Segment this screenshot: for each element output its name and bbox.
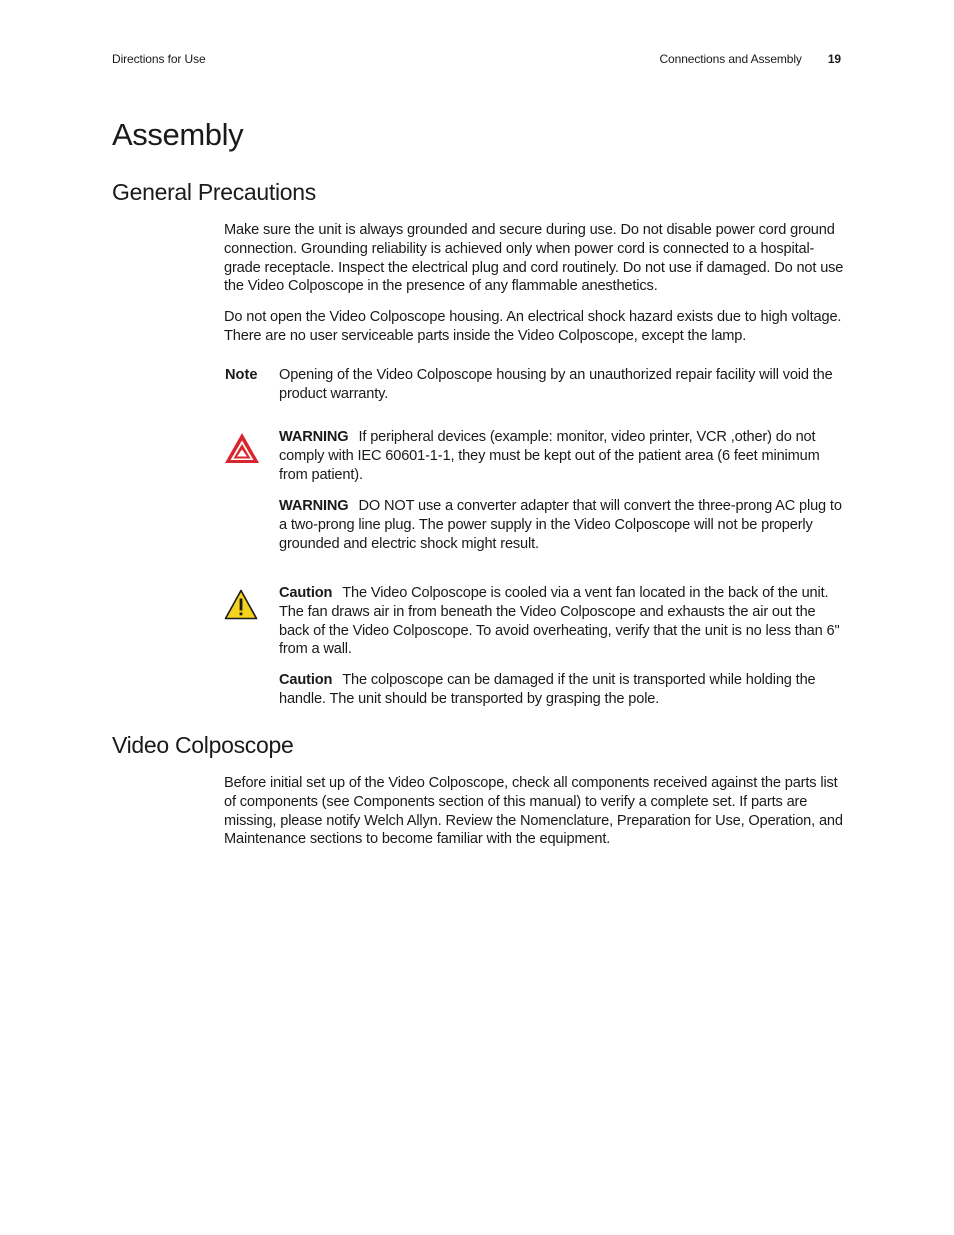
precautions-paragraph-1: Make sure the unit is always grounded and secure during use. Do not disable power cord ground connection. Grounding reliability is achieved only when power cord is connected to a hospital-grade receptacle. Inspect the electrical plug and cord routinely. Do not use if damaged. Do not use the Video Colposcope in the presence of any flammable anesthetics. (224, 222, 844, 295)
caution-label: Caution (279, 585, 333, 601)
warning-block-2 (279, 497, 845, 553)
warning-label: WARNING (279, 429, 349, 445)
caution-text: The colposcope can be damaged if the unit is transported while holding the handle. The unit should be transported by grasping the pole. (279, 672, 816, 707)
section-heading-video-colposcope: Video Colposcope (112, 732, 294, 758)
page-number: 19 (827, 52, 841, 66)
video-colposcope-paragraph: Before initial set up of the Video Colposcope, check all components received against the parts list of components (see Components section of this manual) to verify a complete set. If parts are missing, please notify Welch Allyn. Review the Nomenclature, Preparation for Use, Operation, and Maintenance sections to become familiar with the equipment. (224, 775, 843, 848)
warning-text: If peripheral devices (example: monitor, video printer, VCR ,other) do not comply with IEC 60601-1-1, they must be kept out of the patient area (6 feet minimum from patient). (279, 429, 820, 483)
caution-label: Caution (279, 672, 333, 688)
section-heading-general-precautions: General Precautions (112, 179, 316, 205)
electrical-hazard-warning-icon (224, 432, 260, 464)
page-title: Assembly (112, 117, 244, 152)
caution-text: The Video Colposcope is cooled via a vent fan located in the back of the unit. The fan draws air in from beneath the Video Colposcope and exhausts the air out the back of the Video Colposcope. To avoid overheating, verify that the unit is no less than 6" from a wall. (279, 585, 840, 658)
caution-block-1 (279, 584, 845, 659)
running-header-right (659, 52, 841, 66)
warning-text: DO NOT use a converter adapter that will convert the three-prong AC plug to a two-prong line plug. The power supply in the Video Colposcope will not be properly grounded and electric shock might result. (279, 498, 842, 552)
warning-label: WARNING (279, 498, 349, 514)
caution-block-2 (279, 671, 845, 709)
precautions-paragraph-2: Do not open the Video Colposcope housing. An electrical shock hazard exists due to high voltage. There are no user serviceable parts inside the Video Colposcope, except the lamp. (224, 309, 842, 344)
running-header-left: Directions for Use (112, 52, 206, 66)
running-header-section: Connections and Assembly (659, 52, 802, 66)
caution-triangle-icon (224, 589, 258, 620)
warning-block-1 (279, 428, 845, 484)
note-label: Note (225, 367, 258, 383)
note-text: Opening of the Video Colposcope housing by an unauthorized repair facility will void the product warranty. (279, 367, 833, 402)
